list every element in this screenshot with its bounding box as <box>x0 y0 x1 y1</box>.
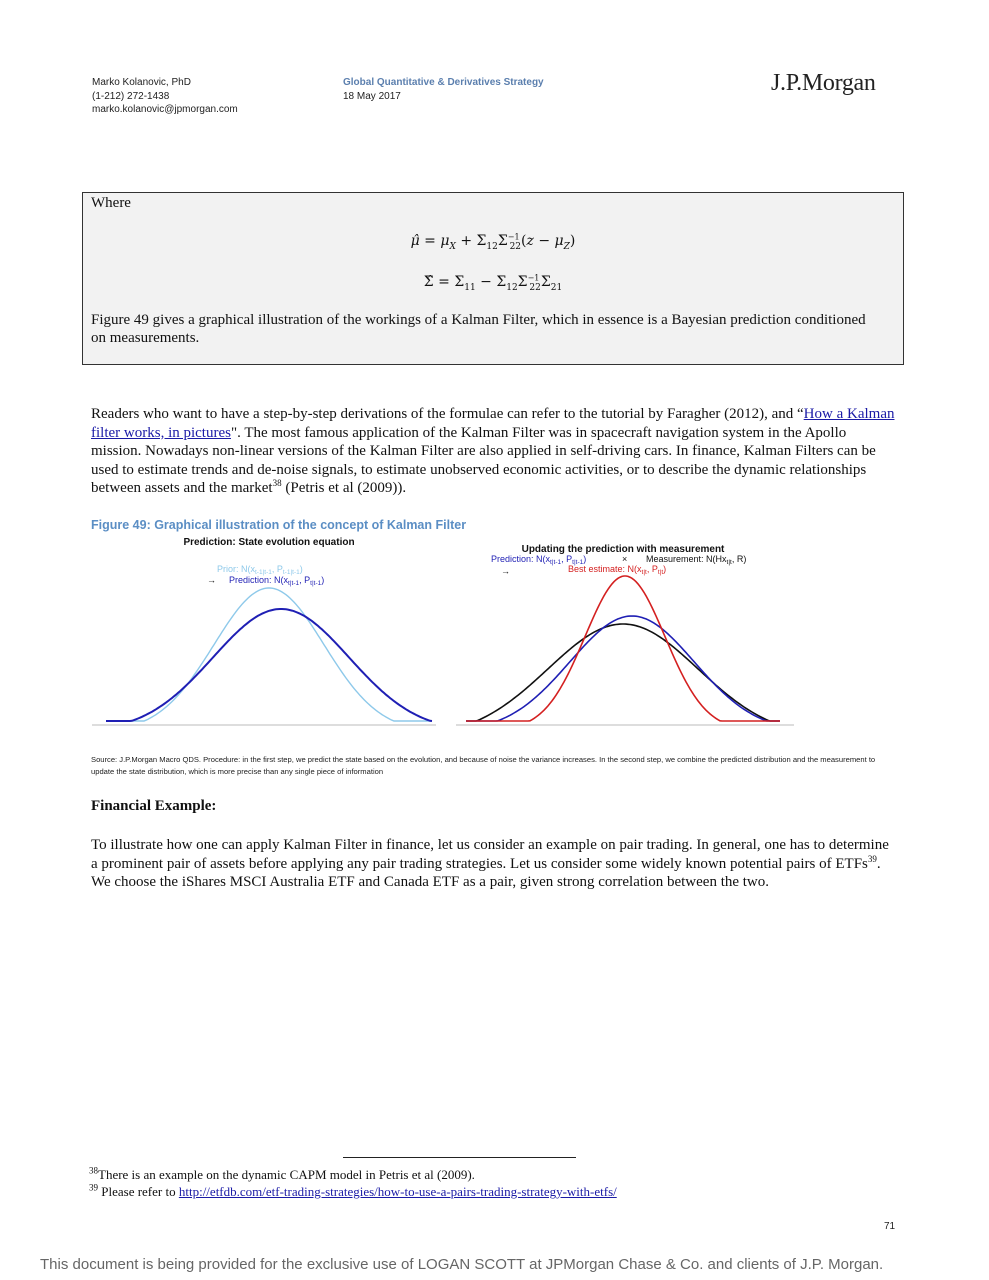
author-name: Marko Kolanovic, PhD <box>92 77 191 88</box>
intro-paragraph: Readers who want to have a step-by-step derivations of the formulae can refer to the tutorial by Faragher (2012), and “How a Kalman filter works, in pictures". The most famous application of the Kalman Filter was in spacecraft navigation system in the Apollo mission. Nowadays non-linear versions of the Kalman Filter are also applied in self-driving cars. In finance, Kalman Filters can be used to estimate trends and de-noise signals, to estimate unobserved economic activities, or to describe the dynamic relationships between assets and the market$^{38}$ (Petris et al (2009)). <box>91 406 895 496</box>
footnote-ref-38[interactable]: 38 <box>272 478 282 488</box>
right-prediction-label: Prediction: $N(x_{t|t-1}$, $P_{t|t-1}$) <box>491 554 587 566</box>
right-arrow: → <box>501 566 510 576</box>
kalman-figure <box>86 532 798 728</box>
left-prediction-curve <box>106 609 432 721</box>
author-block <box>92 76 238 117</box>
section-heading: Financial Example: <box>91 798 217 814</box>
kalman-pictures-link[interactable]: How a Kalman filter works, in pictures <box>91 406 895 441</box>
equation-mu-hat: μ̂ = $\mu_X + \Sigma_{12}\Sigma^{-1}_{22}(z - \mu_Z)$ <box>410 232 576 252</box>
formula-box <box>82 192 904 365</box>
footnote-rule <box>343 1157 576 1158</box>
page-number: 71 <box>884 1221 896 1232</box>
footnote-ref-39[interactable]: 39 <box>867 853 877 864</box>
prior-curve <box>106 588 432 721</box>
disclaimer: This document is being provided for the exclusive use of LOGAN SCOTT at JPMorgan Chase & Co. and clients of J.P. Morgan. <box>40 1256 884 1273</box>
footnote-38: $^{38}$There is an example on the dynamic CAPM model in Petris et al (2009). <box>89 1165 475 1182</box>
right-best-label: Best estimate: $N(x_{t|t}$, $P_{t|t}$) <box>568 564 667 576</box>
measurement-curve <box>466 624 780 721</box>
author-email: marko.kolanovic@jpmorgan.com <box>92 104 238 115</box>
left-prediction-label: Prediction: $N(x_{t|t-1}$, $P_{t|t-1}$) <box>229 575 325 587</box>
left-prior-label: Prior: $N(x_{t-1|t-1}$, $P_{t-1|t-1}$) <box>217 564 303 576</box>
left-panel-title: Prediction: State evolution equation <box>183 537 355 548</box>
right-panel-title: Updating the prediction with measurement <box>521 544 725 555</box>
figure-source: Source: J.P.Morgan Macro QDS. Procedure: in the first step, we predict the state based on the evolution, and because of noise the variance increases. In the second step, we combine the predicted distribution and the measurement to update the state distribution, which is more precise than any single piece of information <box>91 755 876 776</box>
equation-sigma-hat: Σ̂ = $\Sigma_{11} - \Sigma_{12}\Sigma^{-1}_{22}\Sigma_{21}$ <box>423 273 563 293</box>
where-label: Where <box>91 195 131 211</box>
left-arrow: → <box>207 575 216 585</box>
right-measurement-label: Measurement: $N(Hx_{t|t}$, R) <box>646 554 747 566</box>
department: Global Quantitative & Derivatives Strategy <box>343 77 544 88</box>
right-prediction-curve <box>466 616 780 721</box>
report-date: 18 May 2017 <box>343 90 401 102</box>
financial-example-paragraph: To illustrate how one can apply Kalman Filter in finance, let us consider an example on pair trading. In general, one has to determine a prominent pair of assets before applying any pair trading strategies. Let us consider some widely known potential pairs of ETFs$^{39}$. We choose the iShares MSCI Australia ETF and Canada ETF as a pair, given strong correlation between the two. <box>91 837 889 890</box>
box-paragraph: Figure 49 gives a graphical illustration of the workings of a Kalman Filter, which in essence is a Bayesian prediction conditioned on measurements. <box>91 312 866 346</box>
report-info <box>343 76 544 103</box>
figure-title: Figure 49: Graphical illustration of the concept of Kalman Filter <box>91 518 467 532</box>
right-times: × <box>622 554 628 564</box>
footnote-39: $^{39}$ Please refer to http://etfdb.com/etf-trading-strategies/how-to-use-a-pairs-trading-strategy-with-etfs/ <box>89 1182 617 1199</box>
author-phone: (1-212) 272-1438 <box>92 90 170 102</box>
jpmorgan-logo: J.P.Morgan <box>771 70 876 96</box>
etfdb-link[interactable]: http://etfdb.com/etf-trading-strategies/how-to-use-a-pairs-trading-strategy-with-etfs/ <box>178 1184 617 1199</box>
